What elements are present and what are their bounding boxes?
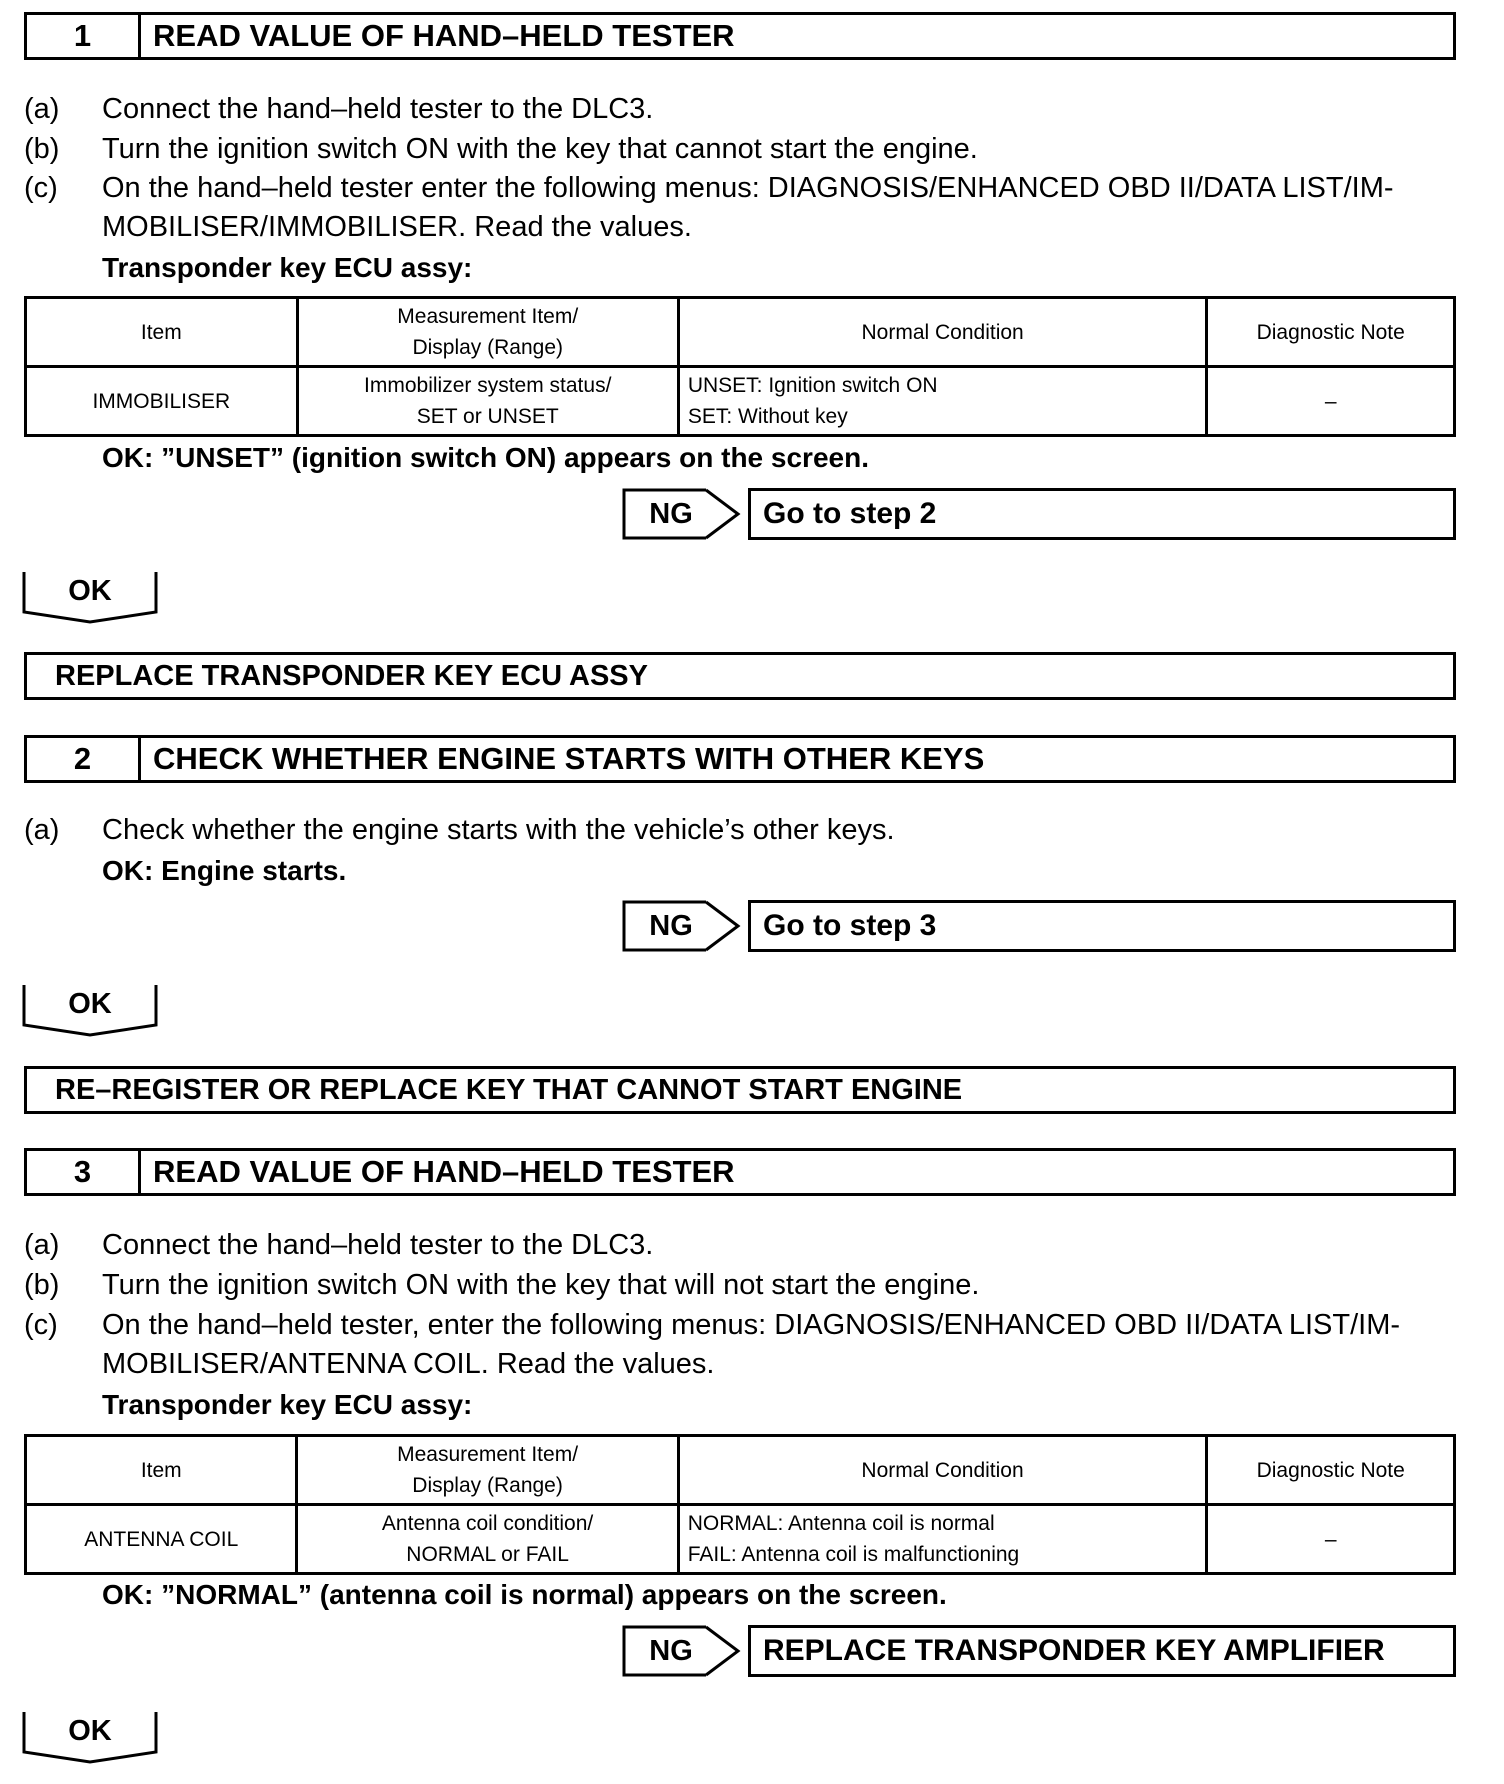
instruction-text-line2: MOBILISER/IMMOBILISER. Read the values.: [102, 211, 692, 243]
instruction-label: (b): [24, 1269, 60, 1301]
instruction-label: (c): [24, 172, 58, 204]
table-row: [26, 367, 1455, 436]
header-diagnostic-note: Diagnostic Note: [1207, 1436, 1455, 1505]
header-measurement-line1: Measurement Item/: [397, 305, 579, 328]
ok-condition: OK: ”NORMAL” (antenna coil is normal) appears on the screen.: [102, 1579, 947, 1610]
table-caption: Transponder key ECU assy:: [102, 252, 473, 283]
ng-target: REPLACE TRANSPONDER KEY AMPLIFIER: [748, 1625, 1456, 1677]
instruction-label: (a): [24, 93, 60, 125]
step-number: 2: [27, 738, 141, 780]
instruction-label: (c): [24, 1309, 58, 1341]
instruction-text-line2: MOBILISER/ANTENNA COIL. Read the values.: [102, 1348, 715, 1380]
ng-branch: [622, 1625, 1456, 1677]
header-measurement: [297, 1436, 678, 1505]
instruction-text: Connect the hand–held tester to the DLC3.: [102, 93, 654, 125]
ng-label: NG: [649, 909, 693, 942]
cell-measurement: [297, 1505, 678, 1574]
ok-branch: [22, 570, 162, 624]
instruction-text-line1: On the hand–held tester, enter the following menus: DIAGNOSIS/ENHANCED OBD II/DATA LIST/IM-: [102, 1309, 1401, 1341]
action-box: REPLACE TRANSPONDER KEY ECU ASSY: [24, 652, 1456, 700]
step-title: CHECK WHETHER ENGINE STARTS WITH OTHER KEYS: [153, 741, 985, 776]
cell-normal-condition: [678, 367, 1207, 436]
cell-measurement-line2: SET or UNSET: [416, 405, 559, 428]
cell-measurement-line1: Immobilizer system status/: [364, 374, 612, 397]
step-2-header: [24, 735, 1456, 783]
cell-item: ANTENNA COIL: [26, 1505, 297, 1574]
ng-label: NG: [649, 1634, 693, 1667]
cell-measurement: [297, 367, 678, 436]
header-item: Item: [26, 1436, 297, 1505]
instruction-text: Connect the hand–held tester to the DLC3.: [102, 1229, 654, 1261]
instruction-item: [24, 1225, 1484, 1265]
cell-normal-line1: NORMAL: Antenna coil is normal: [687, 1512, 995, 1535]
ng-branch: [622, 488, 1456, 540]
header-measurement: [297, 298, 678, 367]
cell-normal-condition: [678, 1505, 1207, 1574]
header-item: Item: [26, 298, 298, 367]
header-diagnostic-note: Diagnostic Note: [1207, 298, 1455, 367]
instruction-text: Turn the ignition switch ON with the key that cannot start the engine.: [102, 133, 978, 165]
table-row: [26, 1505, 1455, 1574]
cell-normal-line2: SET: Without key: [687, 405, 848, 428]
cell-item: IMMOBILISER: [26, 367, 298, 436]
cell-diagnostic-note: –: [1207, 1505, 1455, 1574]
step-3-header: [24, 1148, 1456, 1196]
ng-target: Go to step 3: [748, 900, 1456, 952]
header-measurement-line2: Display (Range): [412, 336, 563, 359]
instruction-item: [24, 1265, 1484, 1305]
ok-branch: [22, 983, 162, 1037]
table-header-row: [26, 1436, 1455, 1505]
instruction-label: (a): [24, 814, 60, 846]
step-title: READ VALUE OF HAND–HELD TESTER: [153, 1154, 735, 1189]
instruction-label: (a): [24, 1229, 60, 1261]
ok-condition: OK: Engine starts.: [102, 855, 347, 886]
cell-normal-line1: UNSET: Ignition switch ON: [687, 374, 938, 397]
cell-normal-line2: FAIL: Antenna coil is malfunctioning: [687, 1543, 1020, 1566]
instruction-item: [24, 168, 1484, 248]
ok-condition: OK: ”UNSET” (ignition switch ON) appears on the screen.: [102, 442, 869, 473]
instruction-label: (b): [24, 133, 60, 165]
instruction-text-line1: On the hand–held tester enter the following menus: DIAGNOSIS/ENHANCED OBD II/DATA LIST/IM-: [102, 172, 1394, 204]
header-measurement-line2: Display (Range): [412, 1474, 563, 1497]
ng-target: Go to step 2: [748, 488, 1456, 540]
step-1-header: [24, 12, 1456, 60]
header-measurement-line1: Measurement Item/: [397, 1443, 579, 1466]
table-header-row: [26, 298, 1455, 367]
step-title: READ VALUE OF HAND–HELD TESTER: [153, 18, 735, 53]
cell-measurement-line1: Antenna coil condition/: [381, 1512, 594, 1535]
table-caption: Transponder key ECU assy:: [102, 1389, 473, 1420]
instruction-item: [24, 1305, 1484, 1385]
cell-measurement-line2: NORMAL or FAIL: [406, 1543, 569, 1566]
step-number: 1: [27, 15, 141, 57]
ng-label: NG: [649, 497, 693, 530]
instruction-item: [24, 129, 1484, 169]
data-list-table: [24, 296, 1456, 437]
ok-label: OK: [68, 1714, 112, 1747]
ok-branch: [22, 1710, 162, 1764]
action-box: RE–REGISTER OR REPLACE KEY THAT CANNOT START ENGINE: [24, 1066, 1456, 1114]
instruction-text: Check whether the engine starts with the vehicle’s other keys.: [102, 814, 895, 846]
header-normal-condition: Normal Condition: [678, 1436, 1207, 1505]
header-normal-condition: Normal Condition: [678, 298, 1207, 367]
ok-label: OK: [68, 574, 112, 607]
data-list-table: [24, 1434, 1456, 1575]
cell-diagnostic-note: –: [1207, 367, 1455, 436]
step-number: 3: [27, 1151, 141, 1193]
instruction-item: [24, 810, 1484, 850]
instruction-text: Turn the ignition switch ON with the key that will not start the engine.: [102, 1269, 980, 1301]
instruction-item: [24, 89, 1484, 129]
ok-label: OK: [68, 987, 112, 1020]
ng-branch: [622, 900, 1456, 952]
